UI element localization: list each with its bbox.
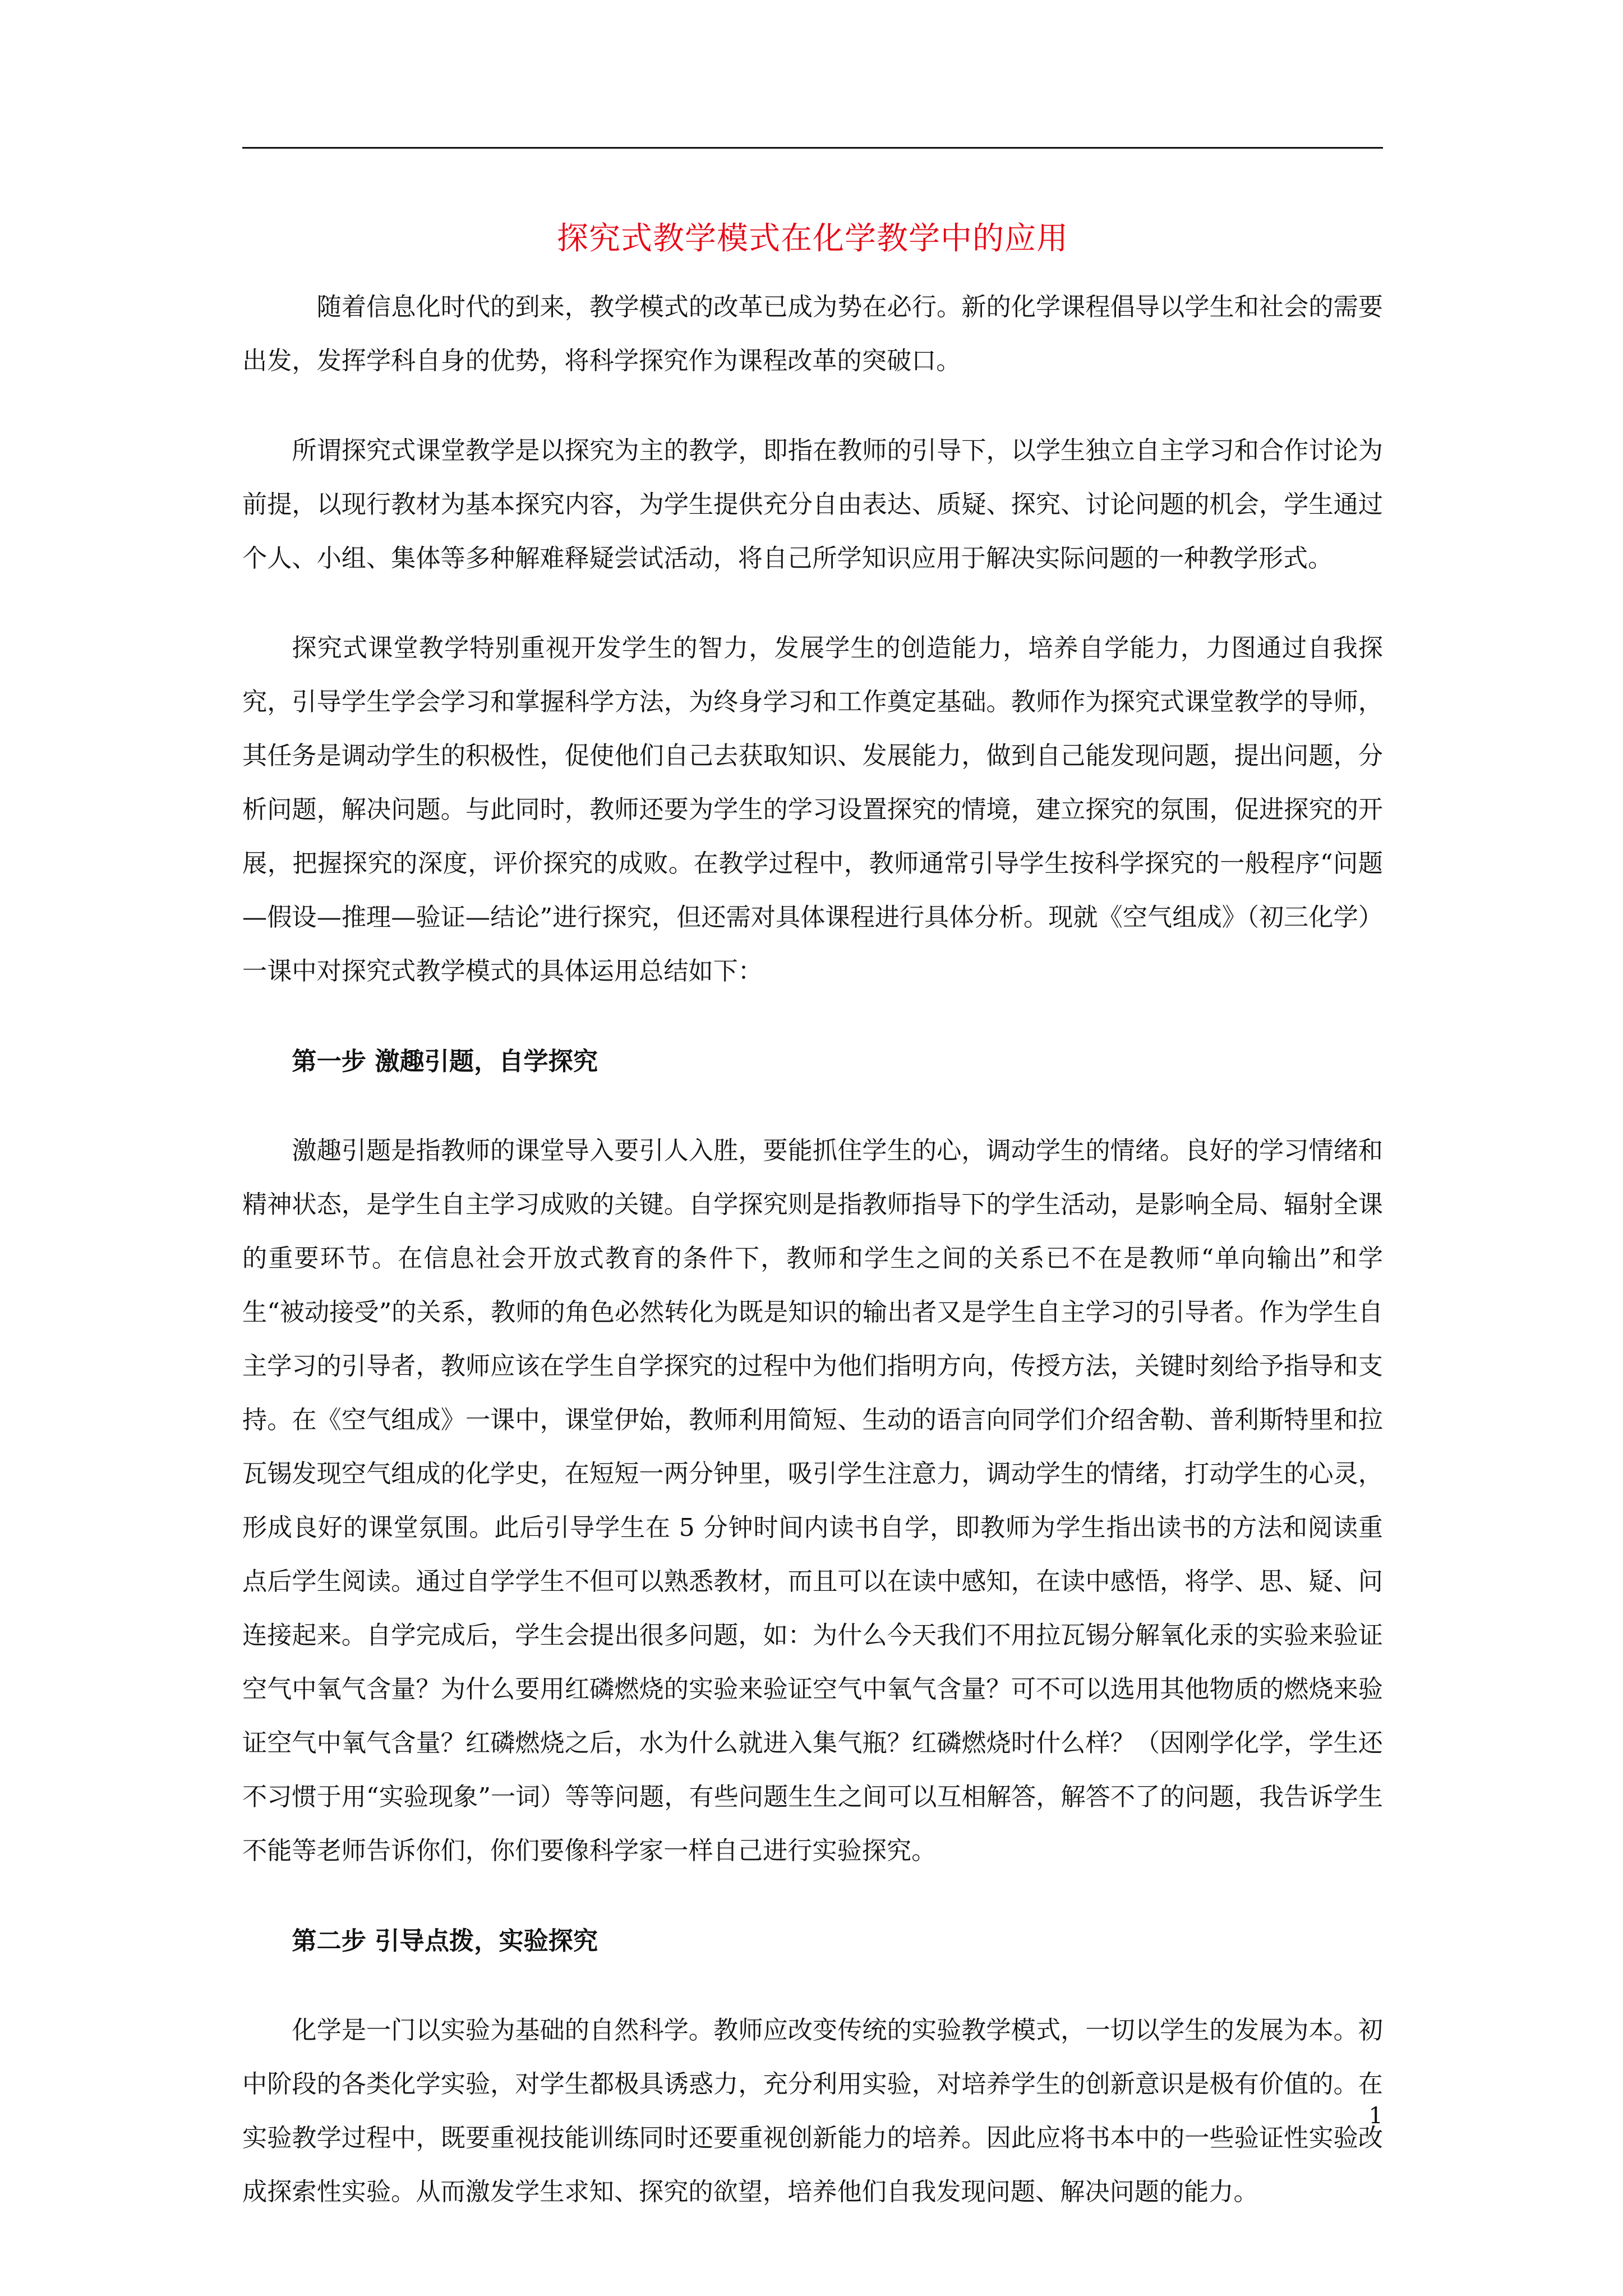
paragraph-features: 探究式课堂教学特别重视开发学生的智力，发展学生的创造能力，培养自学能力，力图通过自我探究，引导学生学会学习和掌握科学方法，为终身学习和工作奠定基础。教师作为探究式课堂教学的导师，其任务是调动学生的积极性，促使他们自己去获取知识、发展能力，做到自己能发现问题，提出问题，分析问题，解决问题。与此同时，教师还要为学生的学习设置探究的情境，建立探究的氛围，促进探究的开展，把握探究的深度，评价探究的成败。在教学过程中，教师通常引导学生按科学探究的一般程序“问题—假设—推理—验证—结论”进行探究，但还需对具体课程进行具体分析。现就《空气组成》（初三化学）一课中对探究式教学模式的具体运用总结如下： — [242, 634, 1383, 986]
paragraph-gap — [242, 586, 1383, 622]
header-rule — [242, 147, 1383, 149]
paragraph-gap — [242, 1968, 1383, 2004]
paragraph-step-one: 激趣引题是指教师的课堂导入要引人入胜，要能抓住学生的心，调动学生的情绪。良好的学习情绪和精神状态，是学生自主学习成败的关键。自学探究则是指教师指导下的学生活动，是影响全局、辐射全课的重要环节。在信息社会开放式教育的条件下，教师和学生之间的关系已不在是教师“单向输出”和学生“被动接受”的关系，教师的角色必然转化为既是知识的输出者又是学生自主学习的引导者。作为学生自主学习的引导者，教师应该在学生自学探究的过程中为他们指明方向，传授方法，关键时刻给予指导和支持。在《空气组成》一课中，课堂伊始，教师利用简短、生动的语言向同学们介绍舍勒、普利斯特里和拉瓦锡发现空气组成的化学史，在短短一两分钟里，吸引学生注意力，调动学生的情绪，打动学生的心灵，形成良好的课堂氛围。此后引导学生在 5 分钟时间内读书自学，即教师为学生指出读书的方法和阅读重点后学生阅读。通过自学学生不但可以熟悉教材，而且可以在读中感知，在读中感悟，将学、思、疑、问连接起来。自学完成后，学生会提出很多问题，如：为什么今天我们不用拉瓦锡分解氧化汞的实验来验证空气中氧气含量？为什么要用红磷燃烧的实验来验证空气中氧气含量？可不可以选用其他物质的燃烧来验证空气中氧气含量？红磷燃烧之后，水为什么就进入集气瓶？红磷燃烧时什么样？（因刚学化学，学生还不习惯于用“实验现象”一词）等等问题，有些问题生生之间可以互相解答，解答不了的问题，我告诉学生不能等老师告诉你们，你们要像科学家一样自己进行实验探究。 — [242, 1137, 1383, 1865]
document-title: 探究式教学模式在化学教学中的应用 — [557, 220, 1068, 257]
paragraph-step-two: 化学是一门以实验为基础的自然科学。教师应改变传统的实验教学模式，一切以学生的发展为本。初中阶段的各类化学实验，对学生都极具诱惑力，充分利用实验，对培养学生的创新意识是极有价值的。在实验教学过程中，既要重视技能训练同时还要重视创新能力的培养。因此应将书本中的一些验证性实验改成探索性实验。从而激发学生求知、探究的欲望，培养他们自我发现问题、解决问题的能力。 — [242, 2016, 1383, 2206]
section-heading-step-one: 第一步 激趣引题，自学探究 — [292, 1047, 598, 1076]
paragraph-gap — [242, 999, 1383, 1034]
paragraph-definition: 所谓探究式课堂教学是以探究为主的教学，即指在教师的引导下，以学生独立自主学习和合作讨论为前提，以现行教材为基本探究内容，为学生提供充分自由表达、质疑、探究、讨论问题的机会，学生通过个人、小组、集体等多种解难释疑尝试活动，将自己所学知识应用于解决实际问题的一种教学形式。 — [242, 436, 1383, 573]
document-body — [242, 280, 1383, 2219]
paragraph-gap — [242, 1878, 1383, 1914]
paragraph-gap — [242, 388, 1383, 424]
paragraph-gap — [242, 1088, 1383, 1124]
section-heading-step-two: 第二步 引导点拨，实验探究 — [292, 1926, 598, 1955]
page-number: 1 — [1368, 2103, 1383, 2129]
paragraph-intro: 随着信息化时代的到来，教学模式的改革已成为势在必行。新的化学课程倡导以学生和社会的需要出发，发挥学科自身的优势，将科学探究作为课程改革的突破口。 — [242, 293, 1383, 375]
